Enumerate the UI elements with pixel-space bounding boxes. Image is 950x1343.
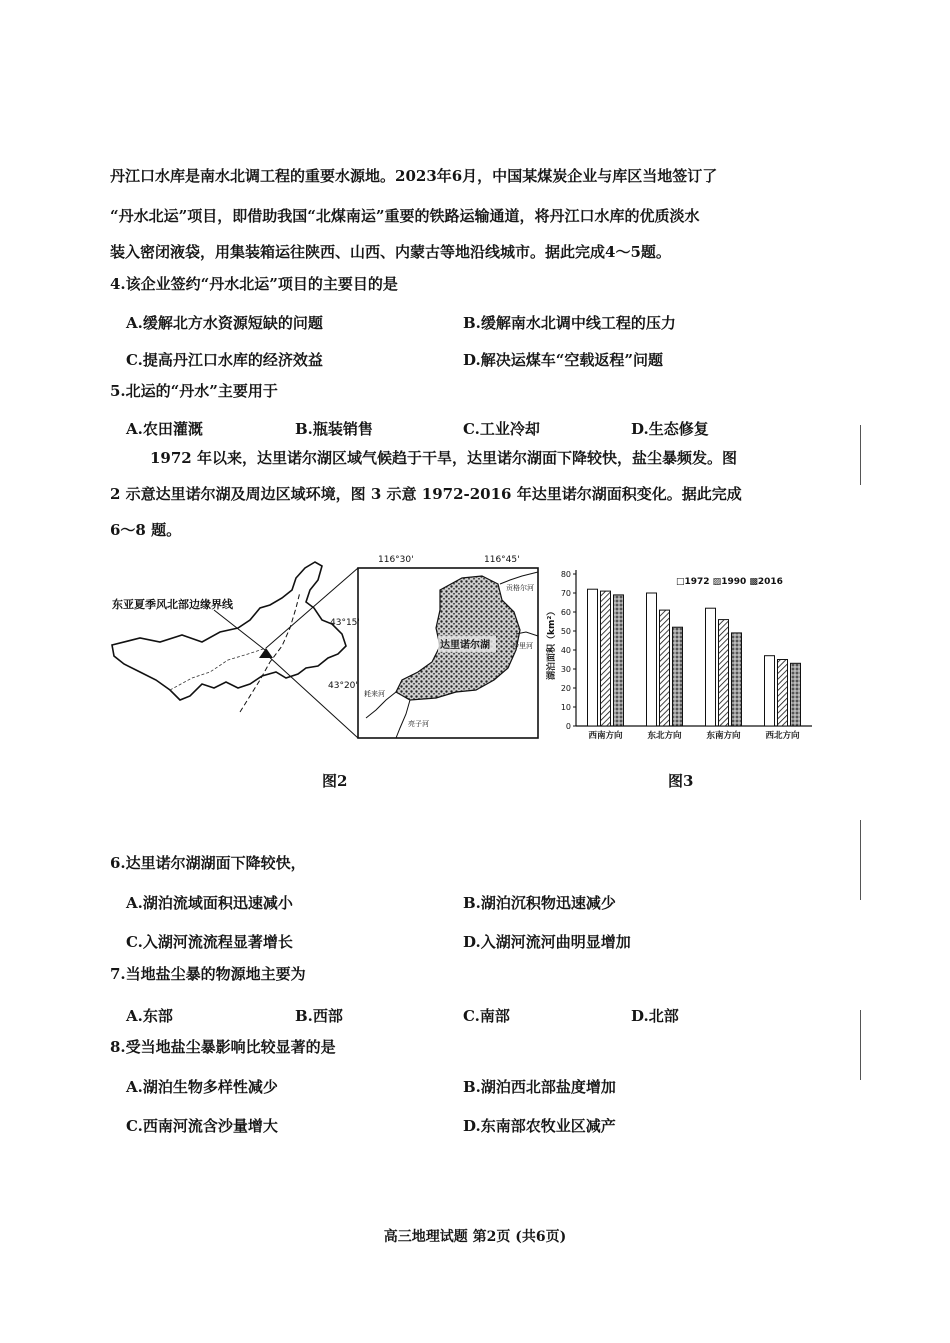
q5-option-c: C.工业冷却	[463, 420, 540, 438]
bar-1990-1	[601, 591, 611, 726]
intro2-line-1: 1972 年以来，达里诺尔湖区域气候趋于干旱，达里诺尔湖面下降较快，盐尘暴频发。图	[150, 449, 737, 467]
q8-stem: 8.受当地盐尘暴影响比较显著的是	[110, 1038, 336, 1056]
figure-3-chart	[540, 560, 820, 750]
q7-option-b: B.西部	[295, 1007, 343, 1025]
lon-label-2: 116°45'	[484, 555, 520, 565]
q8-option-a: A.湖泊生物多样性减少	[126, 1078, 278, 1096]
figure-3-caption: 图3	[668, 772, 694, 790]
y-tick-label: 70	[560, 589, 571, 598]
q5-stem: 5.北运的“丹水”主要用于	[110, 382, 278, 400]
q4-option-a: A.缓解北方水资源短缺的问题	[126, 314, 323, 332]
q8-option-d: D.东南部农牧业区减产	[463, 1117, 616, 1135]
scan-edge-mark	[860, 425, 861, 485]
page-footer: 高三地理试题 第2页 (共6页)	[383, 1229, 567, 1245]
q7-option-a: A.东部	[126, 1007, 173, 1025]
y-axis-label: 湖泊面积（km²）	[547, 606, 557, 680]
bar-1972-3	[706, 608, 716, 726]
y-tick-label: 80	[560, 570, 571, 579]
q5-option-d: D.生态修复	[631, 420, 709, 438]
bar-1990-2	[660, 610, 670, 726]
category-label: 东南方向	[706, 731, 741, 741]
monsoon-boundary-line	[240, 592, 300, 712]
y-tick-label: 10	[560, 703, 571, 712]
y-tick-label: 0	[565, 722, 571, 731]
bar-2016-1	[614, 595, 624, 726]
y-tick-label: 50	[560, 627, 571, 636]
q4-option-d: D.解决运煤车“空载返程”问题	[463, 351, 663, 369]
y-tick-label: 20	[560, 684, 571, 693]
lake-label: 达里诺尔湖	[440, 640, 490, 651]
river-label-4: 耗来河	[364, 690, 385, 698]
bar-1990-4	[778, 660, 788, 727]
scan-edge-mark	[860, 820, 861, 900]
scan-edge-mark	[860, 1010, 861, 1080]
intro2-line-3: 6～8 题。	[110, 521, 182, 539]
intro-line-2: “丹水北运”项目，即借助我国“北煤南运”重要的铁路运输通道，将丹江口水库的优质淡水	[110, 207, 700, 225]
bar-1972-4	[765, 656, 775, 726]
q8-option-b: B.湖泊西北部盐度增加	[463, 1078, 616, 1096]
bar-2016-4	[791, 663, 801, 726]
q6-option-c: C.入湖河流流程显著增长	[126, 933, 293, 951]
intro-line-3: 装入密闭液袋，用集装箱运往陕西、山西、内蒙古等地沿线城市。据此完成4～5题。	[110, 243, 671, 261]
bar-1990-3	[719, 620, 729, 726]
q4-option-b: B.缓解南水北调中线工程的压力	[463, 314, 676, 332]
figure-2-caption: 图2	[322, 772, 348, 790]
bar-1972-2	[647, 593, 657, 726]
q6-option-d: D.入湖河流河曲明显增加	[463, 933, 631, 951]
river-label-3: 亮子河	[408, 720, 429, 728]
q7-option-d: D.北部	[631, 1007, 679, 1025]
lon-label-1: 116°30'	[378, 555, 414, 565]
river-label-1: 贡格尔河	[506, 584, 534, 592]
category-label: 东北方向	[647, 731, 682, 741]
q4-stem: 4.该企业签约“丹水北运”项目的主要目的是	[110, 275, 398, 293]
q7-stem: 7.当地盐尘暴的物源地主要为	[110, 965, 306, 983]
river-label-2: 沙里河	[512, 642, 533, 650]
bar-2016-2	[673, 627, 683, 726]
lat-label-1: 43°15'	[330, 618, 360, 628]
q7-option-c: C.南部	[463, 1007, 510, 1025]
lat-label-2: 43°20'	[328, 681, 358, 691]
category-label: 西北方向	[765, 731, 800, 741]
y-tick-label: 40	[560, 646, 571, 655]
inner-mongolia-outline	[112, 562, 346, 700]
boundary-label: 东亚夏季风北部边缘界线	[112, 598, 233, 611]
q6-stem: 6.达里诺尔湖湖面下降较快，	[110, 854, 306, 872]
category-label: 西南方向	[588, 731, 623, 741]
q8-option-c: C.西南河流含沙量增大	[126, 1117, 278, 1135]
intro2-line-2: 2 示意达里诺尔湖及周边区域环境，图 3 示意 1972-2016 年达里诺尔湖面积变化。据此完成	[110, 485, 742, 503]
figure-2-map	[110, 550, 542, 745]
y-tick-label: 30	[560, 665, 571, 674]
q5-option-a: A.农田灌溉	[126, 420, 203, 438]
q6-option-a: A.湖泊流域面积迅速减小	[126, 894, 293, 912]
chart-legend: □1972 ▨1990 ▩2016	[676, 577, 783, 587]
intro-line-1: 丹江口水库是南水北调工程的重要水源地。2023年6月，中国某煤炭企业与库区当地签订了	[110, 167, 718, 185]
bar-2016-3	[732, 633, 742, 726]
q4-option-c: C.提高丹江口水库的经济效益	[126, 351, 323, 369]
q5-option-b: B.瓶装销售	[295, 420, 373, 438]
bar-1972-1	[588, 589, 598, 726]
y-tick-label: 60	[560, 608, 571, 617]
q6-option-b: B.湖泊沉积物迅速减少	[463, 894, 616, 912]
